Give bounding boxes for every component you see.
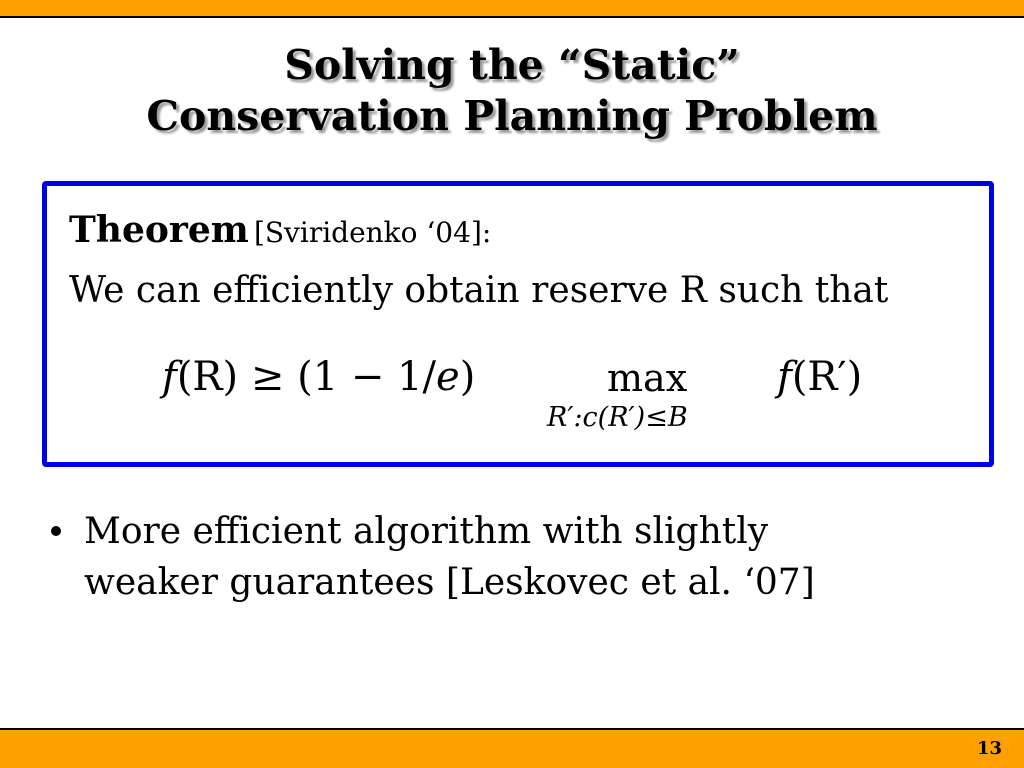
bullet-line-2: weaker guarantees [Leskovec et al. ‘07] xyxy=(84,562,815,603)
bullet-item xyxy=(84,506,984,608)
page-number: 13 xyxy=(976,738,1002,759)
formula-left-f: f xyxy=(162,354,177,400)
theorem-box xyxy=(42,181,994,467)
formula-right-f: f xyxy=(777,354,792,400)
formula-left-e: e xyxy=(436,354,460,400)
theorem-heading xyxy=(69,209,491,251)
formula-max-operator: max xyxy=(607,356,688,400)
bullet-line-1: More efficient algorithm with slightly xyxy=(84,511,769,552)
slide-title-line-2: Conservation Planning Problem xyxy=(146,92,878,140)
formula-right-side xyxy=(777,354,862,400)
slide-title-line-1: Solving the “Static” xyxy=(284,41,740,89)
theorem-citation: [Sviridenko ‘04]: xyxy=(253,216,492,249)
theorem-formula xyxy=(47,354,989,444)
formula-max-subscript: R′:c(R′)≤B xyxy=(547,402,688,433)
theorem-statement: We can efficiently obtain reserve R such that xyxy=(69,270,889,311)
formula-left-arg: (R) ≥ (1 − 1/ xyxy=(176,354,437,400)
top-accent-bar xyxy=(0,0,1024,18)
formula-left-close: ) xyxy=(459,354,476,400)
formula-right-arg: (R′) xyxy=(791,354,863,400)
formula-left-side xyxy=(162,354,475,400)
bottom-accent-bar xyxy=(0,728,1024,768)
theorem-label: Theorem xyxy=(69,209,249,251)
bullet-icon xyxy=(51,526,61,536)
slide-title xyxy=(0,40,1024,142)
